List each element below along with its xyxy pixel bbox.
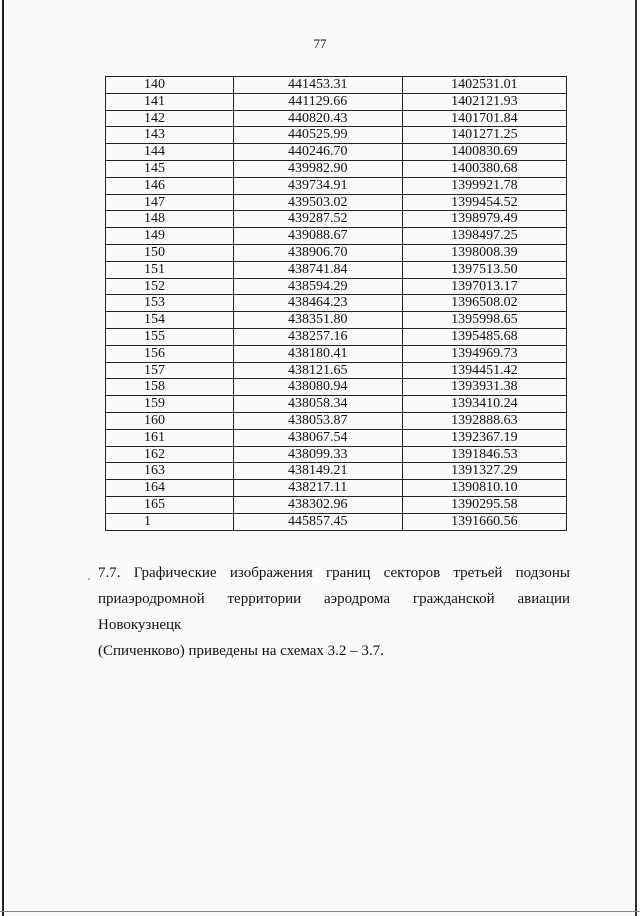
point-number-cell: 148 (106, 211, 234, 228)
x-coordinate-cell: 438741.84 (233, 261, 402, 278)
page-number: 77 (313, 36, 327, 51)
table-row (106, 412, 567, 429)
table-row (106, 278, 567, 295)
table-row (106, 312, 567, 329)
x-coordinate-cell: 438906.70 (233, 244, 402, 261)
table-row (106, 77, 567, 94)
x-coordinate-cell: 438121.65 (233, 362, 402, 379)
point-number-cell: 157 (106, 362, 234, 379)
paragraph-line: 7.7. Графические изображения границ секторов третьей подзоны (98, 565, 570, 581)
x-coordinate-cell: 438099.33 (233, 446, 402, 463)
x-coordinate-cell: 439503.02 (233, 194, 402, 211)
table-row (106, 211, 567, 228)
x-coordinate-cell: 438594.29 (233, 278, 402, 295)
point-number-cell: 152 (106, 278, 234, 295)
table-row (106, 177, 567, 194)
scan-edge-left (2, 0, 4, 916)
table-row (106, 480, 567, 497)
x-coordinate-cell: 439088.67 (233, 228, 402, 245)
point-number-cell: 158 (106, 379, 234, 396)
y-coordinate-cell: 1401271.25 (402, 127, 566, 144)
table-row (106, 429, 567, 446)
point-number-cell: 165 (106, 496, 234, 513)
y-coordinate-cell: 1402531.01 (402, 77, 566, 94)
x-coordinate-cell: 438149.21 (233, 463, 402, 480)
x-coordinate-cell: 441129.66 (233, 93, 402, 110)
y-coordinate-cell: 1390810.10 (402, 480, 566, 497)
table-row (106, 228, 567, 245)
y-coordinate-cell: 1398497.25 (402, 228, 566, 245)
y-coordinate-cell: 1397013.17 (402, 278, 566, 295)
point-number-cell: 145 (106, 160, 234, 177)
x-coordinate-cell: 440246.70 (233, 144, 402, 161)
point-number-cell: 160 (106, 412, 234, 429)
y-coordinate-cell: 1390295.58 (402, 496, 566, 513)
coordinates-table-body (106, 77, 567, 531)
x-coordinate-cell: 438302.96 (233, 496, 402, 513)
table-row (106, 194, 567, 211)
x-coordinate-cell: 438053.87 (233, 412, 402, 429)
x-coordinate-cell: 438080.94 (233, 379, 402, 396)
x-coordinate-cell: 439287.52 (233, 211, 402, 228)
table-row (106, 463, 567, 480)
y-coordinate-cell: 1399454.52 (402, 194, 566, 211)
y-coordinate-cell: 1400830.69 (402, 144, 566, 161)
y-coordinate-cell: 1391660.56 (402, 513, 566, 530)
point-number-cell: 153 (106, 295, 234, 312)
y-coordinate-cell: 1394969.73 (402, 345, 566, 362)
y-coordinate-cell: 1402121.93 (402, 93, 566, 110)
y-coordinate-cell: 1392888.63 (402, 412, 566, 429)
y-coordinate-cell: 1394451.42 (402, 362, 566, 379)
x-coordinate-cell: 438217.11 (233, 480, 402, 497)
scan-edge-bottom (0, 911, 640, 912)
point-number-cell: 144 (106, 144, 234, 161)
x-coordinate-cell: 440525.99 (233, 127, 402, 144)
x-coordinate-cell: 438180.41 (233, 345, 402, 362)
table-row (106, 496, 567, 513)
point-number-cell: 154 (106, 312, 234, 329)
table-row (106, 261, 567, 278)
point-number-cell: 161 (106, 429, 234, 446)
y-coordinate-cell: 1393931.38 (402, 379, 566, 396)
y-coordinate-cell: 1396508.02 (402, 295, 566, 312)
y-coordinate-cell: 1398008.39 (402, 244, 566, 261)
x-coordinate-cell: 439734.91 (233, 177, 402, 194)
point-number-cell: 156 (106, 345, 234, 362)
table-row (106, 160, 567, 177)
point-number-cell: 162 (106, 446, 234, 463)
point-number-cell: 150 (106, 244, 234, 261)
x-coordinate-cell: 438067.54 (233, 429, 402, 446)
scan-edge-right (635, 0, 637, 916)
point-number-cell: 1 (106, 513, 234, 530)
y-coordinate-cell: 1398979.49 (402, 211, 566, 228)
table-row (106, 93, 567, 110)
x-coordinate-cell: 439982.90 (233, 160, 402, 177)
table-row (106, 110, 567, 127)
x-coordinate-cell: 440820.43 (233, 110, 402, 127)
y-coordinate-cell: 1392367.19 (402, 429, 566, 446)
point-number-cell: 151 (106, 261, 234, 278)
point-number-cell: 147 (106, 194, 234, 211)
paragraph-line: (Спиченково) приведены на схемах 3.2 – 3.7. (98, 643, 384, 659)
table-row (106, 144, 567, 161)
table-row (106, 513, 567, 530)
point-number-cell: 159 (106, 396, 234, 413)
point-number-cell: 142 (106, 110, 234, 127)
x-coordinate-cell: 438351.80 (233, 312, 402, 329)
y-coordinate-cell: 1391846.53 (402, 446, 566, 463)
table-row (106, 328, 567, 345)
point-number-cell: 149 (106, 228, 234, 245)
scan-speck (88, 578, 90, 580)
table-row (106, 295, 567, 312)
x-coordinate-cell: 441453.31 (233, 77, 402, 94)
point-number-cell: 140 (106, 77, 234, 94)
table-row (106, 345, 567, 362)
section-paragraph (98, 560, 570, 664)
y-coordinate-cell: 1393410.24 (402, 396, 566, 413)
x-coordinate-cell: 438464.23 (233, 295, 402, 312)
x-coordinate-cell: 438257.16 (233, 328, 402, 345)
x-coordinate-cell: 445857.45 (233, 513, 402, 530)
y-coordinate-cell: 1391327.29 (402, 463, 566, 480)
y-coordinate-cell: 1399921.78 (402, 177, 566, 194)
y-coordinate-cell: 1395485.68 (402, 328, 566, 345)
table-row (106, 127, 567, 144)
table-row (106, 362, 567, 379)
point-number-cell: 164 (106, 480, 234, 497)
y-coordinate-cell: 1400380.68 (402, 160, 566, 177)
coordinates-table (105, 76, 567, 531)
y-coordinate-cell: 1397513.50 (402, 261, 566, 278)
paragraph-line: приаэродромной территории аэродрома гражданской авиации Новокузнецк (98, 591, 570, 633)
table-row (106, 446, 567, 463)
point-number-cell: 141 (106, 93, 234, 110)
point-number-cell: 146 (106, 177, 234, 194)
x-coordinate-cell: 438058.34 (233, 396, 402, 413)
table-row (106, 244, 567, 261)
table-row (106, 379, 567, 396)
point-number-cell: 163 (106, 463, 234, 480)
y-coordinate-cell: 1401701.84 (402, 110, 566, 127)
y-coordinate-cell: 1395998.65 (402, 312, 566, 329)
table-row (106, 396, 567, 413)
point-number-cell: 143 (106, 127, 234, 144)
point-number-cell: 155 (106, 328, 234, 345)
